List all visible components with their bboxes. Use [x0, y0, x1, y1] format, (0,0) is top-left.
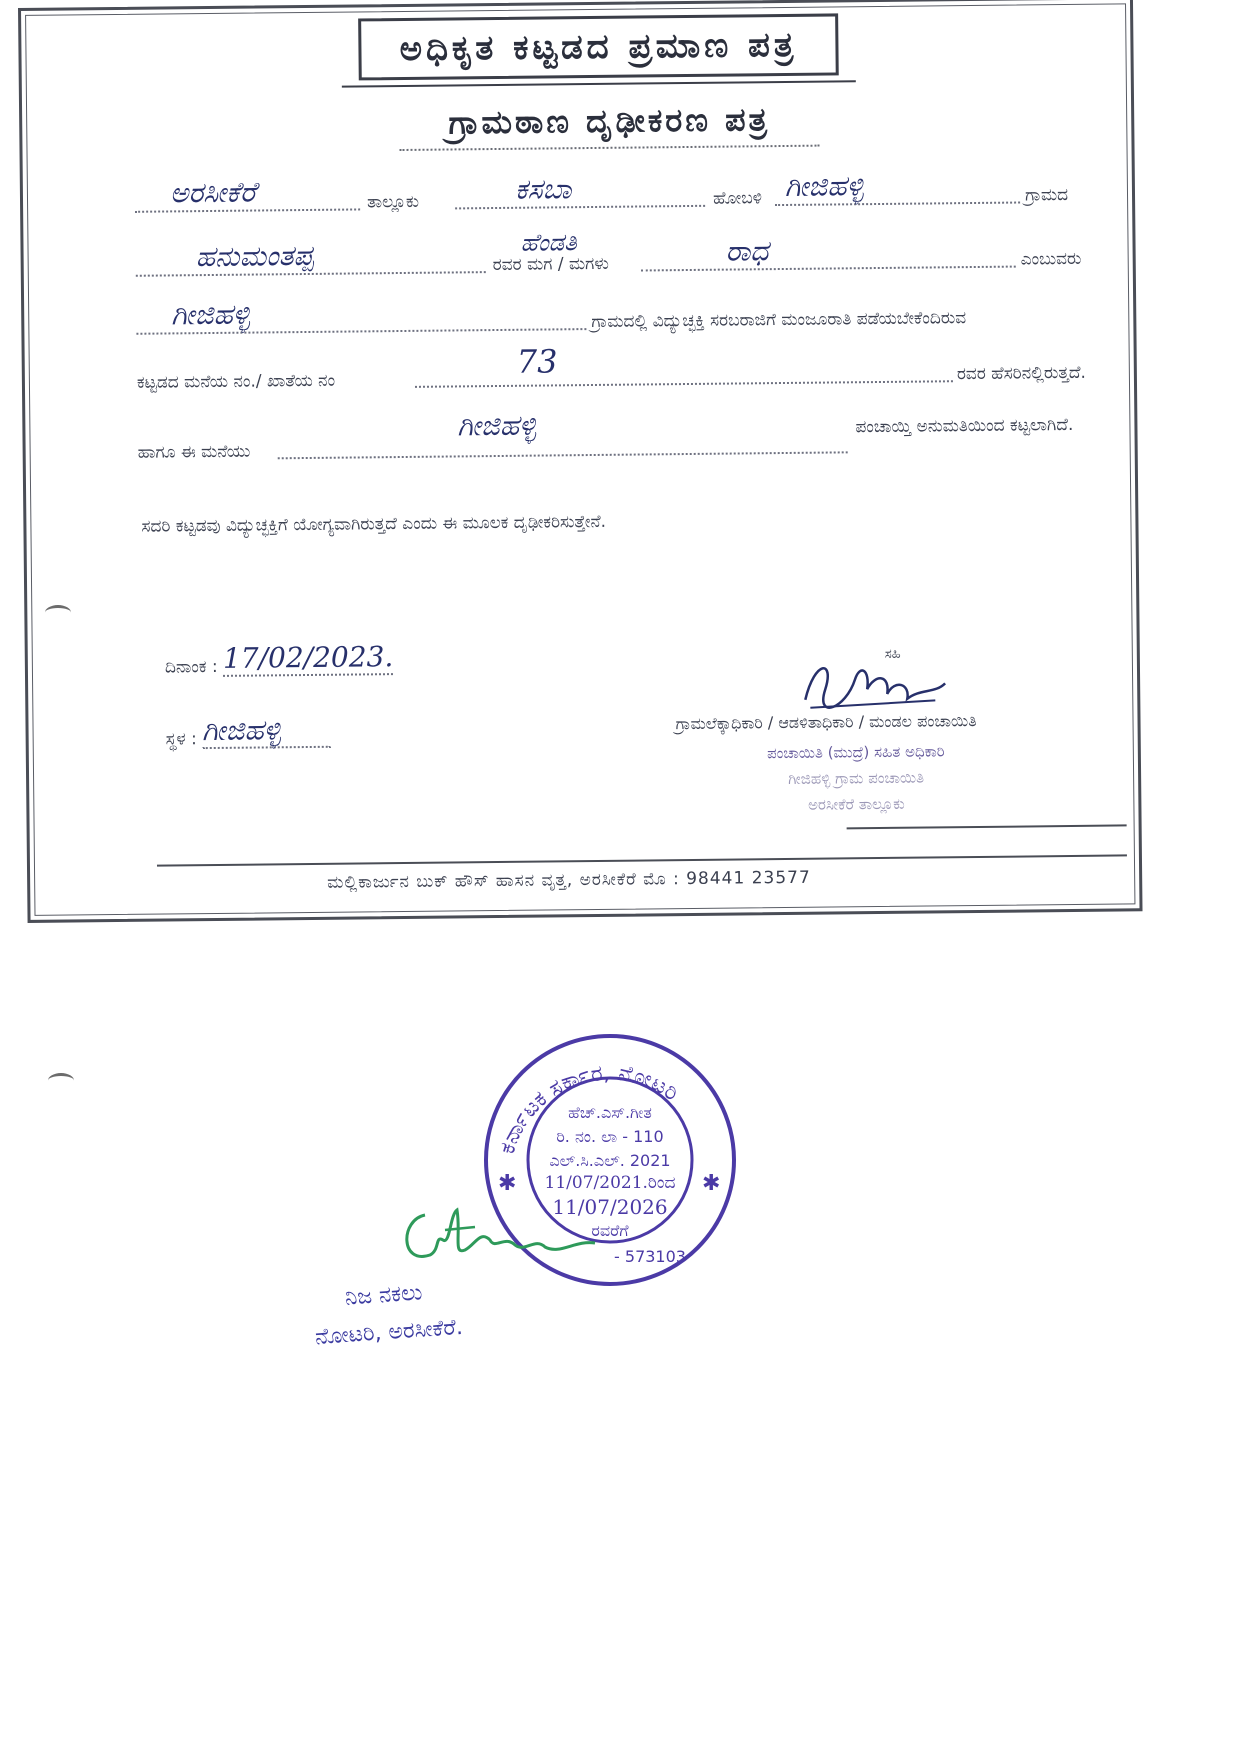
seal-line: ಅರಸೀಕೆರೆ ತಾಲ್ಲೂಕು: [807, 794, 905, 814]
certification-sentence: ಸದರಿ ಕಟ್ಟಡವು ವಿದ್ಯುಚ್ಛಕ್ತಿಗೆ ಯೋಗ್ಯವಾಗಿರುತ್ತದೆ ಎಂದು ಈ ಮೂಲಕ ದೃಢೀಕರಿಸುತ್ತೇನೆ.: [141, 511, 607, 537]
notary-signature: [395, 1195, 615, 1285]
svg-text:✱: ✱: [498, 1171, 517, 1196]
certificate-title: ಅಧಿಕೃತ ಕಟ್ಟಡದ ಪ್ರಮಾಣ ಪತ್ರ: [358, 13, 839, 80]
supply-text: ಗ್ರಾಮದಲ್ಲಿ ವಿದ್ಯುಚ್ಛಕ್ತಿ ಸರಬರಾಜಿಗೆ ಮಂಜೂರಾತಿ ಪಡೆಯಬೇಕೆಂದಿರುವ: [591, 308, 967, 333]
printer-footer: ಮಲ್ಲಿಕಾರ್ಜುನ ಬುಕ್ ಹೌಸ್ ಹಾಸನ ವೃತ್ತ, ಅರಸೀಕೆರೆ ಮೊ : 98441 23577: [327, 867, 811, 893]
punch-hole-mark: [48, 1073, 74, 1088]
handwritten-hobli: ಕಸಬಾ: [514, 172, 572, 206]
handwritten-place: ಗೀಜಿಹಳ್ಳಿ: [202, 713, 331, 749]
village-label: ಗ್ರಾಮದ: [1024, 185, 1069, 206]
officer-signature: [795, 648, 956, 720]
svg-text:✱: ✱: [702, 1171, 721, 1196]
hobli-label: ಹೋಬಳಿ: [712, 188, 763, 209]
stamp-lcl: ಎಲ್.ಸಿ.ಎಲ್. 2021: [549, 1151, 671, 1170]
handwritten-house-number: 73: [516, 342, 558, 381]
place-label: ಸ್ಥಳ :: [165, 729, 197, 750]
certificate-form: [18, 0, 1143, 923]
handwritten-taluk: ಅರಸೀಕೆರೆ: [169, 175, 256, 210]
place-field: [165, 713, 330, 753]
office-seal: [726, 738, 987, 819]
seal-line: ಗೀಜಿಹಳ್ಳಿ ಗ್ರಾಮ ಪಂಚಾಯಿತಿ: [788, 768, 925, 788]
permission-text: ಪಂಚಾಯ್ತಿ ಅನುಮತಿಯಿಂದ ಕಟ್ಟಲಾಗಿದೆ.: [855, 414, 1074, 438]
stamp-until: ರವರೆಗೆ: [591, 1221, 629, 1240]
handwritten-relation: ಹೆಂಡತಿ: [520, 228, 577, 257]
stamp-pincode: - 573103: [614, 1247, 686, 1266]
handwritten-panchayat: ಗೀಜಿಹಳ್ಳಿ: [457, 408, 537, 443]
stamp-registration: ರಿ. ನಂ. ಲಾ - 110: [556, 1127, 664, 1146]
handwritten-village-2: ಗೀಜಿಹಳ್ಳಿ: [171, 297, 251, 332]
officer-title: ಗ್ರಾಮಲೆಕ್ಕಾಧಿಕಾರಿ / ಆಡಳಿತಾಧಿಕಾರಿ / ಮಂಡಲ ಪಂಚಾಯಿತಿ: [675, 711, 977, 734]
certificate-subtitle: ಗ್ರಾಮಠಾಣ ದೃಢೀಕರಣ ಪತ್ರ: [399, 100, 819, 151]
name-suffix: ರವರ ಹೆಸರಿನಲ್ಲಿರುತ್ತದೆ.: [956, 362, 1086, 385]
stamp-notary-name: ಹೆಚ್.ಎಸ್.ಗೀತ: [568, 1103, 652, 1122]
date-field: [164, 640, 394, 679]
stamp-ring-text: ಕರ್ನಾಟಕ ಸರ್ಕಾರ, ನೋಟರಿ: [494, 1060, 683, 1157]
handwritten-spouse: ರಾಧ: [725, 234, 769, 268]
notary-place-label: ನೋಟರಿ, ಅರಸೀಕೆರೆ.: [314, 1314, 464, 1351]
taluk-label: ತಾಲ್ಲೂಕು: [366, 191, 420, 213]
handwritten-village: ಗೀಜಿಹಳ್ಳಿ: [784, 169, 864, 203]
stamp-valid-to: 11/07/2026: [552, 1195, 668, 1219]
stamp-valid-from: 11/07/2021.ರಿಂದ: [544, 1173, 676, 1193]
signature-label: ಸಹಿ: [884, 646, 901, 662]
handwritten-date: 17/02/2023.: [222, 640, 394, 675]
house-label: ಹಾಗೂ ಈ ಮನೆಯು: [137, 441, 251, 463]
true-copy-label: ನಿಜ ನಕಲು: [344, 1280, 424, 1311]
suffix-label: ಎಂಬುವರು: [1020, 248, 1082, 270]
seal-line: ಪಂಚಾಯಿತಿ (ಮುದ್ರೆ) ಸಹಿತ ಅಧಿಕಾರಿ: [766, 742, 945, 763]
date-label: ದಿನಾಂಕ :: [164, 656, 218, 678]
relation-label: ರವರ ಮಗ / ಮಗಳು: [492, 253, 610, 276]
handwritten-name: ಹನುಮಂತಪ್ಪ: [195, 238, 314, 274]
house-number-label: ಕಟ್ಟಡದ ಮನೆಯ ನಂ./ ಖಾತೆಯ ನಂ: [136, 370, 336, 393]
